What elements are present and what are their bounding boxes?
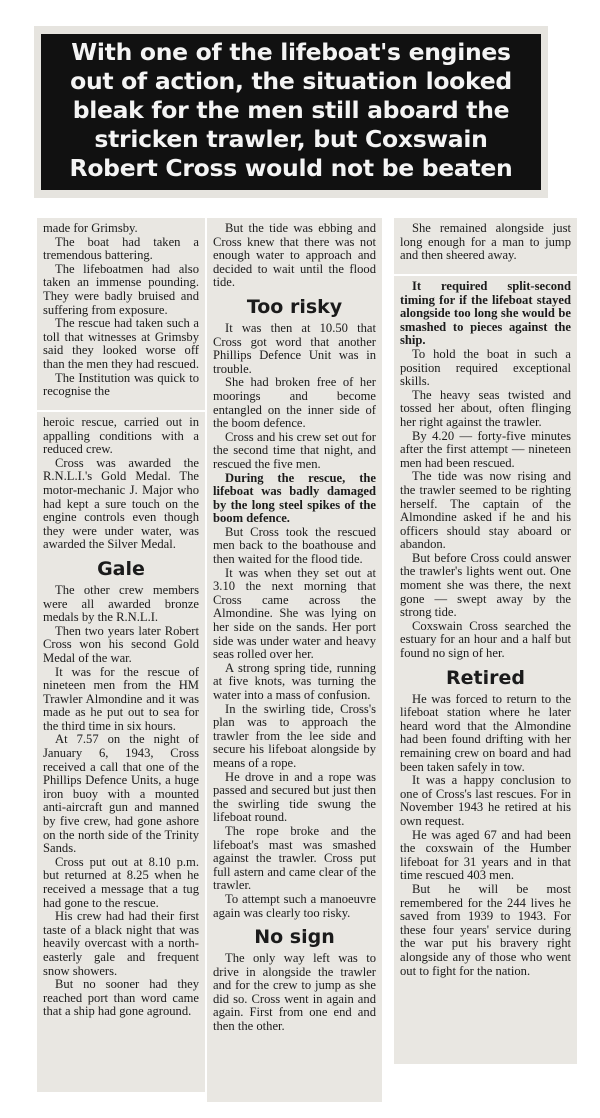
paragraph: Coxswain Cross searched the estuary for an hour and a half but found no sign of her. [400,618,571,661]
paragraph: By 4.20 — forty-five minutes after the first attempt — nineteen men had been rescued. [400,428,571,470]
paragraph: Cross and his crew set out for the second time that night, and rescued the five men. [213,429,376,471]
paragraph: It was a happy conclusion to one of Cross's last rescues. For in November 1943 he retired at his own request. [400,773,571,828]
paragraph: The heavy seas twisted and tossed her about, often flinging her right against the trawler. [400,387,571,429]
paragraph: At 7.57 on the night of January 6, 1943, Cross received a call that one of the Phillips Defence Units, a huge iron buoy with a mounted anti-aircraft gun and manned by five crew, had gone ashore on the north side of the Trinity Sands. [43,732,199,856]
column-3-top [394,218,577,274]
paragraph: It was then at 10.50 that Cross got word that another Phillips Defence Unit was in trouble. [213,320,376,376]
paragraph: But he will be most remembered for the 244 lives he saved from 1939 to 1943. For these four years' service during the war put his bravery right alongside any of those who went out to fight for the nation. [400,881,571,978]
column-2 [207,218,382,1102]
paragraph: He was aged 67 and had been the coxswain of the Humber lifeboat for 31 years and in that time rescued 403 men. [400,827,571,883]
paragraph: His crew had had their first taste of a black night that was heavily overcast with a north-easterly gale and frequent snow showers. [43,909,199,978]
paragraph: The other crew members were all awarded bronze medals by the R.N.L.I. [43,582,199,625]
bold-paragraph: During the rescue, the lifeboat was badly damaged by the long steel spikes of the boom defence. [213,470,376,526]
paragraph: But no sooner had they reached port than word came that a ship had gone aground. [43,977,199,1019]
paragraph: Cross put out at 8.10 p.m. but returned at 8.25 when he received a message that a tug had gone to the rescue. [43,854,199,910]
paragraph: made for Grimsby. [43,221,138,235]
paragraph: Cross was awarded the R.N.L.I.'s Gold Medal. The motor-mechanic J. Major who had kept a sure touch on the engine controls even though they were under water, was awarded the Silver Medal. [43,455,199,552]
paragraph: She had broken free of her moorings and become entangled on the inner side of the boom defence. [213,375,376,431]
paragraph: The rescue had taken such a toll that witnesses at Grimsby said they looked worse off than the men they had rescued. [43,316,199,371]
bold-paragraph: It required split-second timing for if the lifeboat stayed alongside too long she would be smashed to pieces against the ship. [400,279,571,348]
subheading-no-sign: No sign [254,926,335,949]
column-1-bottom [37,412,205,1092]
column-1-top [37,218,205,410]
paragraph: The Institution was quick to recognise the [43,370,199,399]
paragraph: The boat had taken a tremendous battering. [43,234,199,263]
paragraph: But Cross took the rescued men back to the boathouse and then waited for the flood tide. [213,524,376,567]
paragraph: But before Cross could answer the trawler's lights went out. One moment she was there, the next gone — swept away by the strong tide. [400,550,571,620]
paragraph: In the swirling tide, Cross's plan was to approach the trawler from the lee side and secure his lifeboat alongside by means of a rope. [213,701,376,770]
paragraph: To attempt such a manoeuvre again was clearly too risky. [213,891,376,920]
paragraph: He drove in and a rope was passed and secured but just then the swirling tide swung the lifeboat round. [213,769,376,825]
paragraph: The only way left was to drive in alongside the trawler and for the crew to jump as she did so. Cross went in again and again. First from one end and then the other. [213,951,376,1034]
paragraph: He was forced to return to the lifeboat station where he later heard word that the Almondine had been found drifting with her remaining crew on board and had been taken safely in tow. [400,691,571,774]
subheading-retired: Retired [446,666,525,689]
paragraph: It was when they set out at 3.10 the next morning that Cross came across the Almondine. She was lying on her side on the sands. Her port side was under water and heavy seas rolled over her. [213,565,376,662]
headline: With one of the lifeboat's engines out of action, the situation looked bleak for the men still aboard the stricken trawler, but Coxswain Robert Cross would not be beaten [41,34,541,190]
paragraph: Then two years later Robert Cross won his second Gold Medal of the war. [43,623,199,665]
paragraph: The tide was now rising and the trawler seemed to be righting herself. The captain of the Almondine asked if he and his officers should stay aboard or abandon. [400,469,571,552]
paragraph: She remained alongside just long enough for a man to jump and then sheered away. [400,221,571,263]
headline-clipping [34,26,548,198]
paragraph: The lifeboatmen had also taken an immense pounding. They were badly bruised and suffering from exposure. [43,261,199,317]
paragraph: A strong spring tide, running at five knots, was turning the water into a mass of confusion. [213,660,376,702]
paragraph: heroic rescue, carried out in appalling conditions with a reduced crew. [43,415,199,457]
paragraph: To hold the boat in such a position required exceptional skills. [400,346,571,389]
column-3-bottom [394,276,577,1064]
paragraph: But the tide was ebbing and Cross knew that there was not enough water to approach and decided to wait until the flood tide. [213,221,376,290]
subheading-too-risky: Too risky [246,295,343,318]
subheading-gale: Gale [97,557,145,580]
paragraph: The rope broke and the lifeboat's mast was smashed against the trawler. Cross put full astern and came clear of the trawler. [213,823,376,893]
paragraph: It was for the rescue of nineteen men from the HM Trawler Almondine and it was made as he put out to sea for the third time in six hours. [43,664,199,733]
